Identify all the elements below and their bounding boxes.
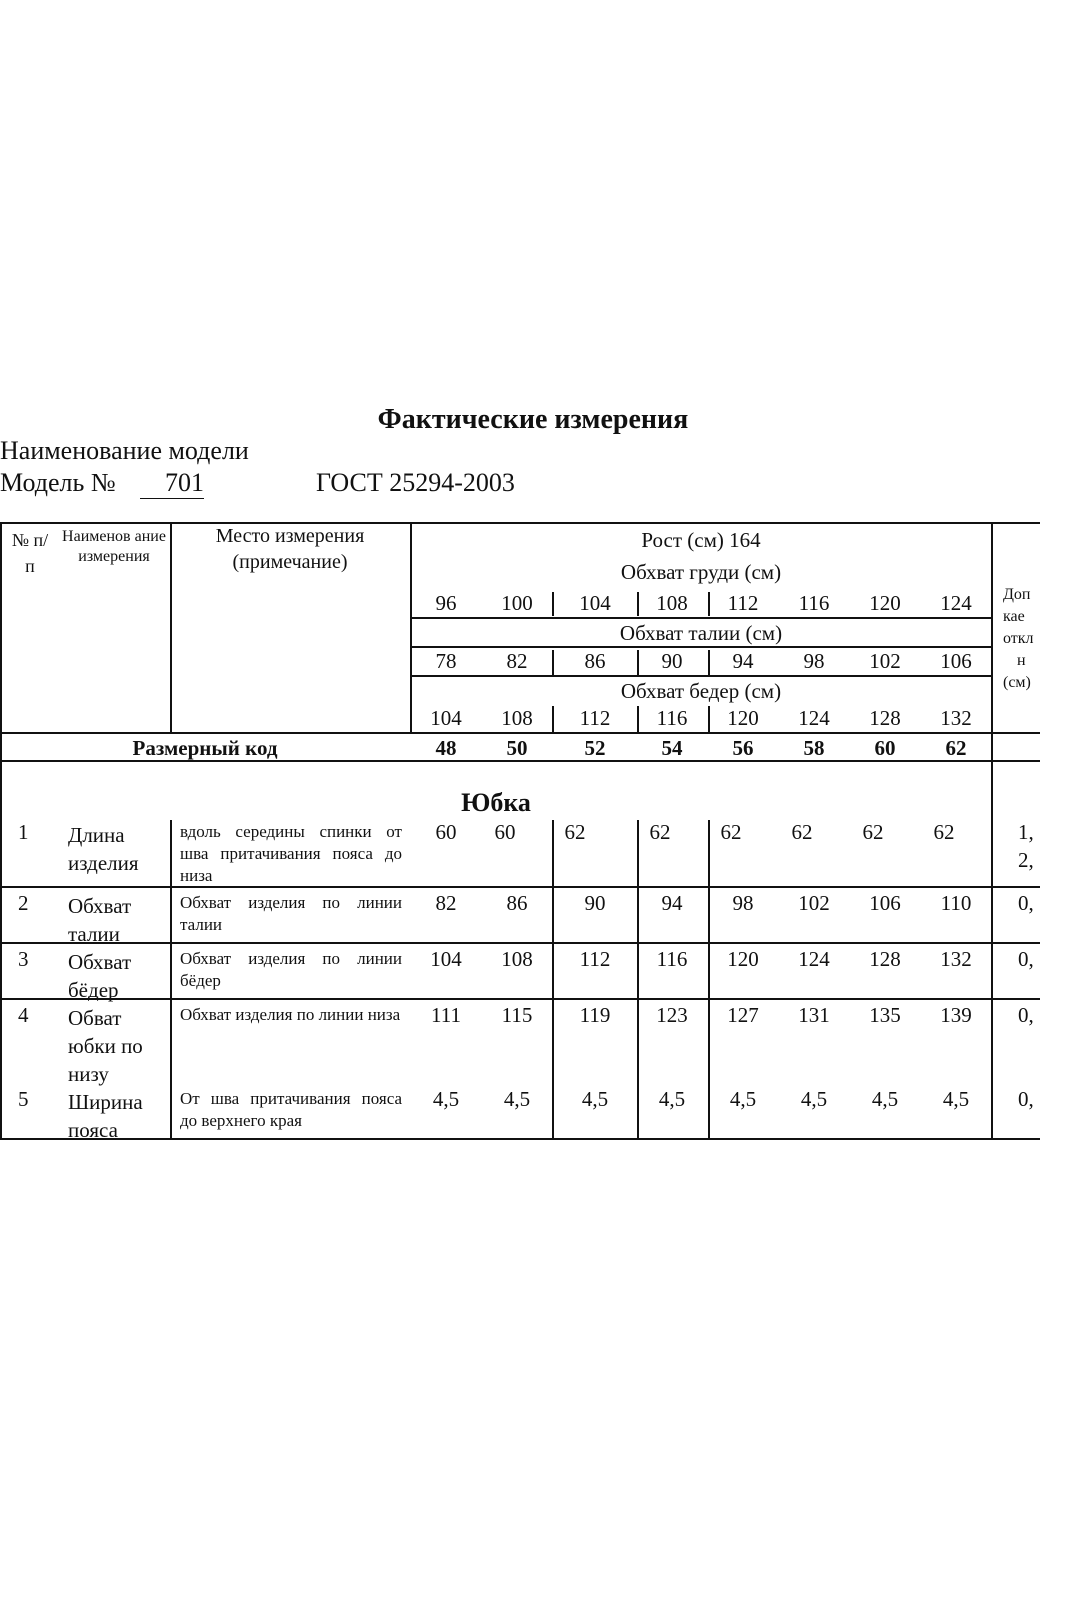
row-value: 108 xyxy=(501,947,533,971)
gost-label: ГОСТ 25294-2003 xyxy=(316,468,515,497)
tolerance-header xyxy=(1003,584,1043,694)
row-measurement-name: Обхват бёдер xyxy=(68,950,132,1002)
row-tolerance: 0, xyxy=(1018,947,1034,971)
hips-value: 108 xyxy=(501,706,533,730)
row-value: 115 xyxy=(501,1003,533,1027)
row-tolerance: 0, xyxy=(1018,891,1034,915)
waist-value: 102 xyxy=(869,649,901,673)
row-value: 128 xyxy=(869,947,901,971)
row-number: 2 xyxy=(18,891,29,915)
row-value: 110 xyxy=(940,891,972,915)
row-value: 62 xyxy=(649,820,671,844)
size-code-value: 52 xyxy=(584,736,606,760)
hips-value: 120 xyxy=(727,706,759,730)
chest-value: 108 xyxy=(656,591,688,615)
chest-label: Обхват груди (см) xyxy=(620,560,782,584)
tol-label-5: (см) xyxy=(1003,674,1031,691)
tol-label-3: откл xyxy=(1003,630,1034,647)
tol-label-1: Доп xyxy=(1003,586,1031,603)
row-value: 4,5 xyxy=(800,1087,828,1111)
tol-label-4: н xyxy=(1017,652,1026,669)
col-num-text: № п/п xyxy=(11,530,49,576)
row-value: 62 xyxy=(720,820,742,844)
hips-value: 132 xyxy=(940,706,972,730)
row-value: 112 xyxy=(579,947,611,971)
chest-value: 124 xyxy=(940,591,972,615)
hips-value: 124 xyxy=(798,706,830,730)
row-number: 1 xyxy=(18,820,29,844)
row-value: 62 xyxy=(564,820,586,844)
row-value: 62 xyxy=(791,820,813,844)
row-measurement-place: вдоль середины спинки от шва притачивания пояса до низа xyxy=(180,822,402,885)
chest-value: 112 xyxy=(727,591,759,615)
row-measurement-place: От шва притачивания пояса до верхнего края xyxy=(180,1089,402,1130)
col-place-header-2: (примечание) xyxy=(232,551,348,573)
row-value: 124 xyxy=(798,947,830,971)
row-value: 90 xyxy=(584,891,606,915)
row-measurement-name: Обхват талии xyxy=(68,894,132,946)
row-value: 111 xyxy=(431,1003,461,1027)
row-value: 4,5 xyxy=(871,1087,899,1111)
row-value: 4,5 xyxy=(942,1087,970,1111)
row-value: 62 xyxy=(933,820,955,844)
row-value: 4,5 xyxy=(658,1087,686,1111)
row-value: 60 xyxy=(494,820,516,844)
chest-value: 104 xyxy=(579,591,611,615)
chest-value: 120 xyxy=(869,591,901,615)
waist-value: 82 xyxy=(506,649,528,673)
row-tolerance: 0, xyxy=(1018,1003,1034,1027)
size-code-value: 58 xyxy=(803,736,825,760)
row-value: 102 xyxy=(798,891,830,915)
row-value: 94 xyxy=(661,891,683,915)
row-value: 123 xyxy=(656,1003,688,1027)
waist-value: 106 xyxy=(940,649,972,673)
row-number: 5 xyxy=(18,1087,29,1111)
hips-value: 104 xyxy=(430,706,462,730)
row-value: 116 xyxy=(656,947,688,971)
size-code-value: 60 xyxy=(874,736,896,760)
waist-value: 90 xyxy=(661,649,683,673)
document-title: Фактические измерения xyxy=(377,404,689,435)
row-value: 62 xyxy=(862,820,884,844)
row-value: 139 xyxy=(940,1003,972,1027)
row-measurement-place: Обхват изделия по линии низа xyxy=(180,1005,401,1024)
waist-value: 94 xyxy=(732,649,754,673)
hips-label: Обхват бедер (см) xyxy=(620,679,782,703)
row-measurement-name: Длина изделия xyxy=(68,823,139,875)
row-number: 4 xyxy=(18,1003,29,1027)
row-value: 4,5 xyxy=(581,1087,609,1111)
row-value: 98 xyxy=(732,891,754,915)
hips-value: 128 xyxy=(869,706,901,730)
model-no-value: 701 xyxy=(140,468,204,499)
section-title: Юбка xyxy=(461,788,531,817)
tol-label-2: кае xyxy=(1003,608,1025,625)
row-value: 120 xyxy=(727,947,759,971)
row-tolerance: 1, xyxy=(1018,820,1034,844)
row-value: 4,5 xyxy=(432,1087,460,1111)
chest-value: 116 xyxy=(798,591,830,615)
model-no-label: Модель № xyxy=(0,468,116,497)
row-value: 131 xyxy=(798,1003,830,1027)
row-value: 86 xyxy=(506,891,528,915)
waist-value: 78 xyxy=(435,649,457,673)
row-value: 106 xyxy=(869,891,901,915)
size-code-value: 62 xyxy=(945,736,967,760)
hips-value: 116 xyxy=(656,706,688,730)
row-measurement-name: Ширина пояса xyxy=(68,1090,143,1142)
waist-label: Обхват талии (см) xyxy=(619,621,783,645)
row-measurement-name: Обват юбки по низу xyxy=(68,1006,143,1086)
row-value: 60 xyxy=(435,820,457,844)
row-value: 127 xyxy=(727,1003,759,1027)
rost-label: Рост (см) 164 xyxy=(641,528,761,552)
row-value: 4,5 xyxy=(729,1087,757,1111)
col-num-header xyxy=(0,527,60,579)
row-value: 82 xyxy=(435,891,457,915)
row-measurement-place: Обхват изделия по линии талии xyxy=(180,893,402,934)
row-tolerance-2: 2, xyxy=(1018,848,1034,872)
col-place-header-1: Место измерения xyxy=(215,525,365,547)
row-value: 4,5 xyxy=(503,1087,531,1111)
size-code-label: Размерный код xyxy=(132,736,278,760)
size-code-value: 56 xyxy=(732,736,754,760)
col-name-header: Наименов ание измерения xyxy=(62,528,166,565)
waist-value: 98 xyxy=(803,649,825,673)
row-value: 104 xyxy=(430,947,462,971)
row-measurement-place: Обхват изделия по линии бёдер xyxy=(180,949,402,990)
row-tolerance: 0, xyxy=(1018,1087,1034,1111)
size-code-value: 50 xyxy=(506,736,528,760)
size-code-value: 48 xyxy=(435,736,457,760)
size-code-value: 54 xyxy=(661,736,683,760)
model-name-label: Наименование модели xyxy=(0,436,249,465)
chest-value: 100 xyxy=(501,591,533,615)
chest-value: 96 xyxy=(435,591,457,615)
row-number: 3 xyxy=(18,947,29,971)
hips-value: 112 xyxy=(579,706,611,730)
row-value: 135 xyxy=(869,1003,901,1027)
row-value: 119 xyxy=(579,1003,611,1027)
row-value: 132 xyxy=(940,947,972,971)
waist-value: 86 xyxy=(584,649,606,673)
